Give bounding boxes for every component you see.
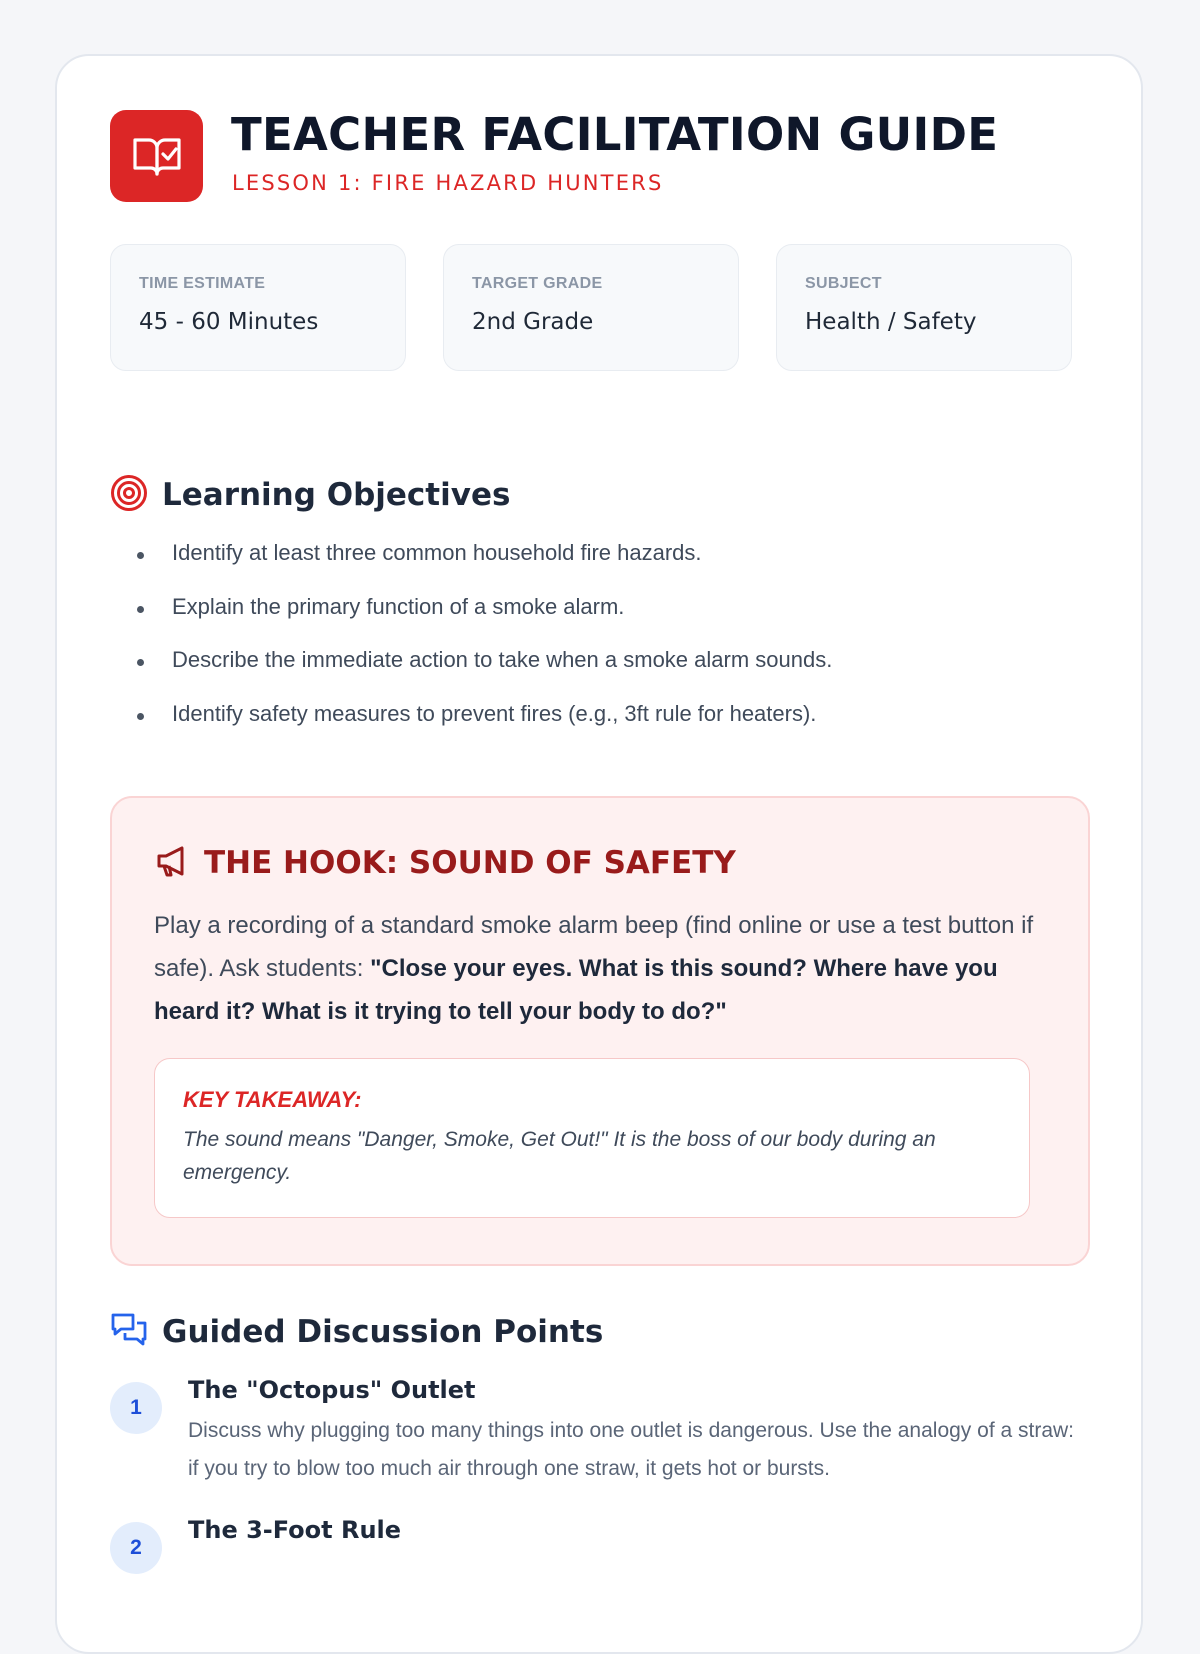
point-title: The "Octopus" Outlet — [188, 1376, 476, 1404]
meta-value: 45 - 60 Minutes — [139, 309, 319, 335]
takeaway-label: KEY TAKEAWAY: — [183, 1087, 362, 1112]
meta-subject — [776, 244, 1072, 371]
list-item: Identify safety measures to prevent fires (e.g., 3ft rule for heaters). — [110, 701, 832, 755]
objectives-list — [110, 540, 832, 754]
meta-value: Health / Safety — [805, 309, 977, 335]
point-number: 2 — [110, 1522, 162, 1574]
hook-text — [154, 904, 1044, 1033]
chat-bubbles-icon — [110, 1311, 148, 1353]
point-text: Discuss why plugging too many things into one outlet is dangerous. Use the analogy of a straw: if you try to blow too much air through one straw, it gets hot or bursts. — [188, 1419, 1075, 1480]
guide-card — [55, 54, 1143, 1654]
objectives-heading — [110, 474, 510, 516]
page-title: TEACHER FACILITATION GUIDE — [231, 108, 999, 161]
meta-target-grade — [443, 244, 739, 371]
key-takeaway-box — [154, 1058, 1030, 1218]
section-title: Guided Discussion Points — [162, 1314, 604, 1350]
list-item: Explain the primary function of a smoke alarm. — [110, 594, 832, 648]
meta-label: TARGET GRADE — [472, 275, 603, 292]
megaphone-icon — [154, 843, 190, 883]
book-check-icon — [110, 110, 203, 202]
meta-label: TIME ESTIMATE — [139, 275, 266, 292]
meta-label: SUBJECT — [805, 275, 882, 292]
target-icon — [110, 474, 148, 516]
hook-title: THE HOOK: SOUND OF SAFETY — [204, 845, 736, 881]
point-title: The 3-Foot Rule — [188, 1516, 402, 1544]
takeaway-text: The sound means "Danger, Smoke, Get Out!" It is the boss of our body during an emergency. — [183, 1128, 936, 1184]
hook-callout — [110, 796, 1090, 1266]
lesson-subtitle: LESSON 1: FIRE HAZARD HUNTERS — [232, 171, 664, 195]
point-number: 1 — [110, 1382, 162, 1434]
hook-text-plain: Play a recording of a standard smoke alarm beep (find online or use a test button if safe). Ask students: — [154, 912, 1034, 982]
list-item: Identify at least three common household fire hazards. — [110, 540, 832, 594]
list-item: Describe the immediate action to take when a smoke alarm sounds. — [110, 647, 832, 701]
hook-question: "Close your eyes. What is this sound? Where have you heard it? What is it trying to tell your body to do?" — [154, 955, 998, 1025]
meta-value: 2nd Grade — [472, 309, 594, 335]
hook-heading — [154, 843, 736, 883]
discussion-heading — [110, 1311, 603, 1353]
meta-time-estimate — [110, 244, 406, 371]
section-title: Learning Objectives — [162, 477, 511, 513]
